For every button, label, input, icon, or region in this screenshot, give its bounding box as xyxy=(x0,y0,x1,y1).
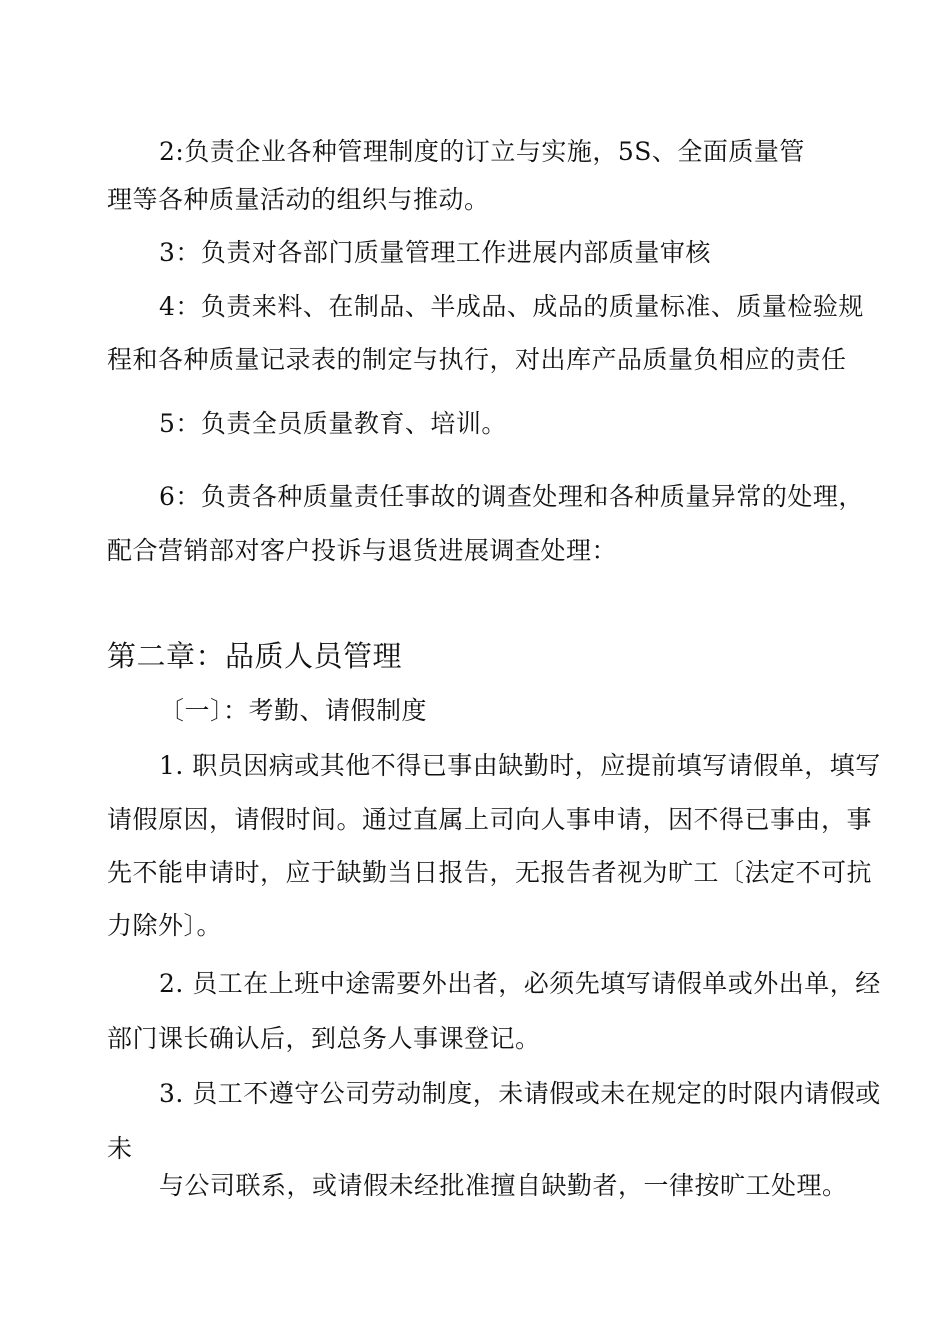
item-1-line-3: 先不能申请时，应于缺勤当日报告，无报告者视为旷工〔法定不可抗 xyxy=(107,858,873,887)
paragraph-2-line-2: 理等各种质量活动的组织与推动。 xyxy=(107,185,490,214)
item-3-line-3: 与公司联系，或请假未经批准擅自缺勤者，一律按旷工处理。 xyxy=(159,1171,848,1200)
item-1-line-2: 请假原因，请假时间。通过直属上司向人事申请，因不得已事由，事 xyxy=(107,805,873,834)
paragraph-3: 3：负责对各部门质量管理工作进展内部质量审核 xyxy=(159,238,711,267)
paragraph-4-line-2: 程和各种质量记录表的制定与执行，对出库产品质量负相应的责任 xyxy=(107,345,847,374)
item-1-line-4: 力除外〕。 xyxy=(107,911,223,940)
item-2-line-1: 2. 员工在上班中途需要外出者，必须先填写请假单或外出单，经 xyxy=(159,969,881,998)
paragraph-5: 5：负责全员质量教育、培训。 xyxy=(159,409,507,438)
subsection-title: 〔一〕：考勤、请假制度 xyxy=(159,696,428,725)
item-1-line-1: 1. 职员因病或其他不得已事由缺勤时，应提前填写请假单，填写 xyxy=(159,751,881,780)
paragraph-4-line-1: 4：负责来料、在制品、半成品、成品的质量标准、质量检验规 xyxy=(159,292,864,321)
item-3-line-1: 3. 员工不遵守公司劳动制度，未请假或未在规定的时限内请假或 xyxy=(159,1079,881,1108)
chapter-title: 第二章：品质人员管理 xyxy=(107,639,403,673)
item-2-line-2: 部门课长确认后，到总务人事课登记。 xyxy=(107,1024,541,1053)
paragraph-6-line-2: 配合营销部对客户投诉与退货进展调查处理： xyxy=(107,536,618,565)
paragraph-6-line-1: 6：负责各种质量责任事故的调查处理和各种质量异常的处理， xyxy=(159,482,864,511)
item-3-line-2: 未 xyxy=(107,1134,133,1163)
paragraph-2-line-1: 2:负责企业各种管理制度的订立与实施，5S、全面质量管 xyxy=(159,137,805,166)
